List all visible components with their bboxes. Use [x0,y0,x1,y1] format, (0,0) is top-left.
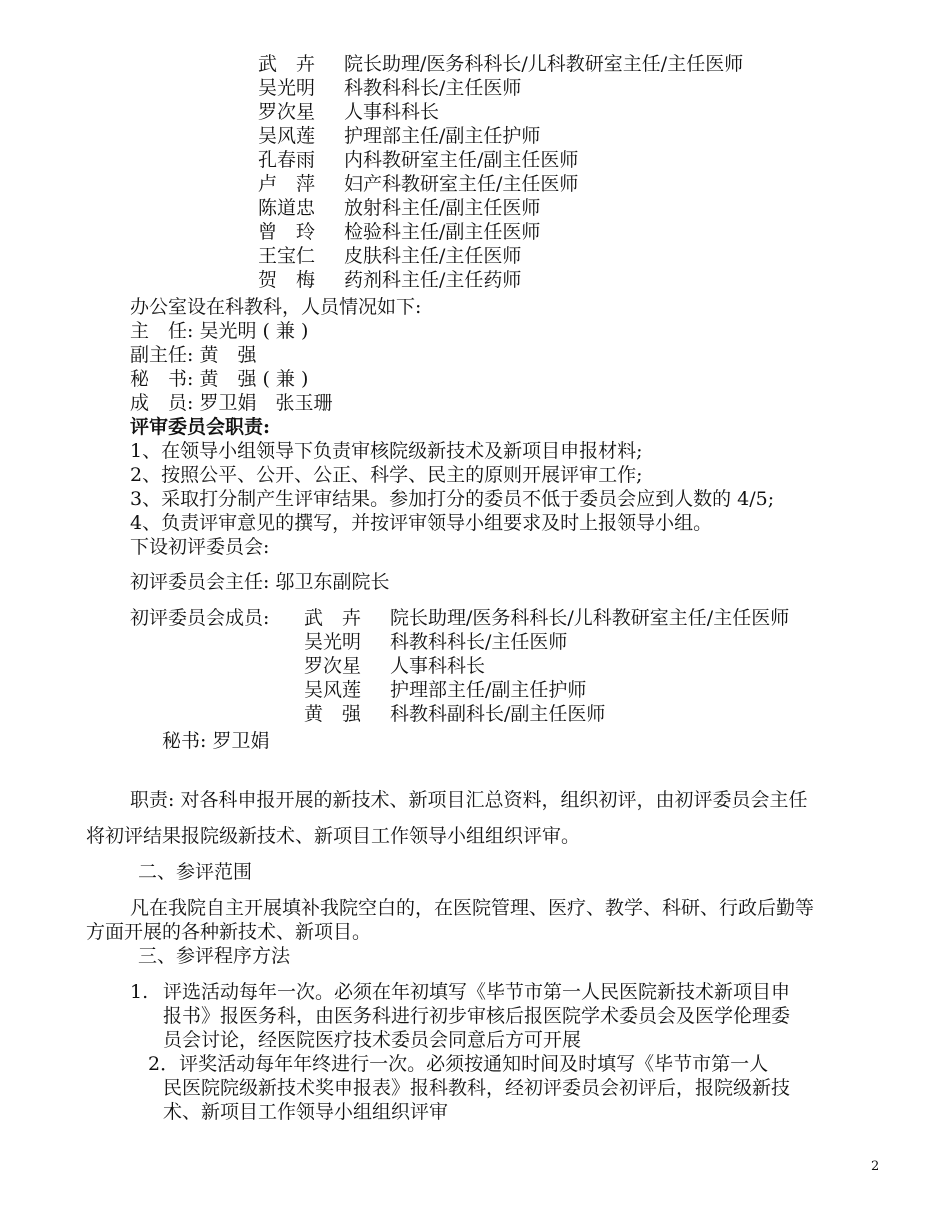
prelim-member-row: 吴光明 科教科科长/主任医师 [304,631,568,653]
duty-item: 1、在领导小组领导下负责审核院级新技术及新项目申报材料; [130,440,643,462]
duties-heading: 评审委员会职责: [130,416,271,438]
member-row: 罗次星 人事科科长 [258,101,440,123]
duty-item: 3、采取打分制产生评审结果。参加打分的委员不低于委员会应到人数的 4/5; [130,488,775,510]
member-row: 吴风莲 护理部主任/副主任护师 [258,125,541,147]
member-row: 陈道忠 放射科主任/副主任医师 [258,197,541,219]
section-paragraph-line: 方面开展的各种新技术、新项目。 [86,921,372,943]
member-row: 孔春雨 内科教研室主任/副主任医师 [258,149,579,171]
duty-item: 4、负责评审意见的撰写，并按评审领导小组要求及时上报领导小组。 [130,512,713,534]
prelim-director: 初评委员会主任: 邬卫东副院长 [130,571,390,593]
office-intro: 办公室设在科教科，人员情况如下: [130,296,422,318]
list-item-line: 民医院院级新技术奖申报表》报科教科，经初评委员会初评后，报院级新技 [163,1077,791,1099]
responsibility-line: 将初评结果报院级新技术、新项目工作领导小组组织评审。 [86,825,581,847]
member-row: 王宝仁 皮肤科主任/主任医师 [258,245,522,267]
member-row: 贺 梅 药剂科主任/主任药师 [258,269,522,291]
prelim-member-row: 黄 强 科教科副科长/副主任医师 [304,703,606,725]
list-item-number: 1. [130,981,149,1003]
prelim-member-row: 吴风莲 护理部主任/副主任护师 [304,679,587,701]
prelim-member-row: 武 卉 院长助理/医务科科长/儿科教研室主任/主任医师 [304,607,790,629]
duties-sub: 下设初评委员会: [130,536,270,558]
office-deputy: 副主任: 黄 强 [130,344,257,366]
member-row: 卢 萍 妇产科教研室主任/主任医师 [258,173,579,195]
office-secretary: 秘 书: 黄 强 ( 兼 ) [130,368,309,390]
prelim-secretary: 秘书: 罗卫娟 [162,730,270,752]
responsibility-line: 职责: 对各科申报开展的新技术、新项目汇总资料，组织初评，由初评委员会主任 [130,789,808,811]
member-row: 武 卉 院长助理/医务科科长/儿科教研室主任/主任医师 [258,53,744,75]
page-number: 2 [871,1159,880,1174]
prelim-member-row: 罗次星 人事科科长 [304,655,486,677]
section-heading: 三、参评程序方法 [138,945,291,967]
office-director: 主 任: 吴光明 ( 兼 ) [130,320,309,342]
list-item-line: 2．评奖活动每年年终进行一次。必须按通知时间及时填写《毕节市第一人 [148,1053,769,1075]
office-staff: 成 员: 罗卫娟 张玉珊 [130,392,333,414]
member-row: 吴光明 科教科科长/主任医师 [258,77,522,99]
section-paragraph-line: 凡在我院自主开展填补我院空白的，在医院管理、医疗、教学、科研、行政后勤等 [130,897,815,919]
list-item-line: 术、新项目工作领导小组组织评审 [163,1101,449,1123]
list-item-line: 员会讨论，经医院医疗技术委员会同意后方可开展 [163,1029,582,1051]
member-row: 曾 玲 检验科主任/副主任医师 [258,221,541,243]
duty-item: 2、按照公平、公开、公正、科学、民主的原则开展评审工作; [130,464,643,486]
list-item-line: 报书》报医务科，由医务科进行初步审核后报医院学术委员会及医学伦理委 [163,1005,791,1027]
list-item-line: 评选活动每年一次。必须在年初填写《毕节市第一人民医院新技术新项目申 [163,981,791,1003]
prelim-members-label: 初评委员会成员: [130,607,270,629]
section-heading: 二、参评范围 [138,861,253,883]
